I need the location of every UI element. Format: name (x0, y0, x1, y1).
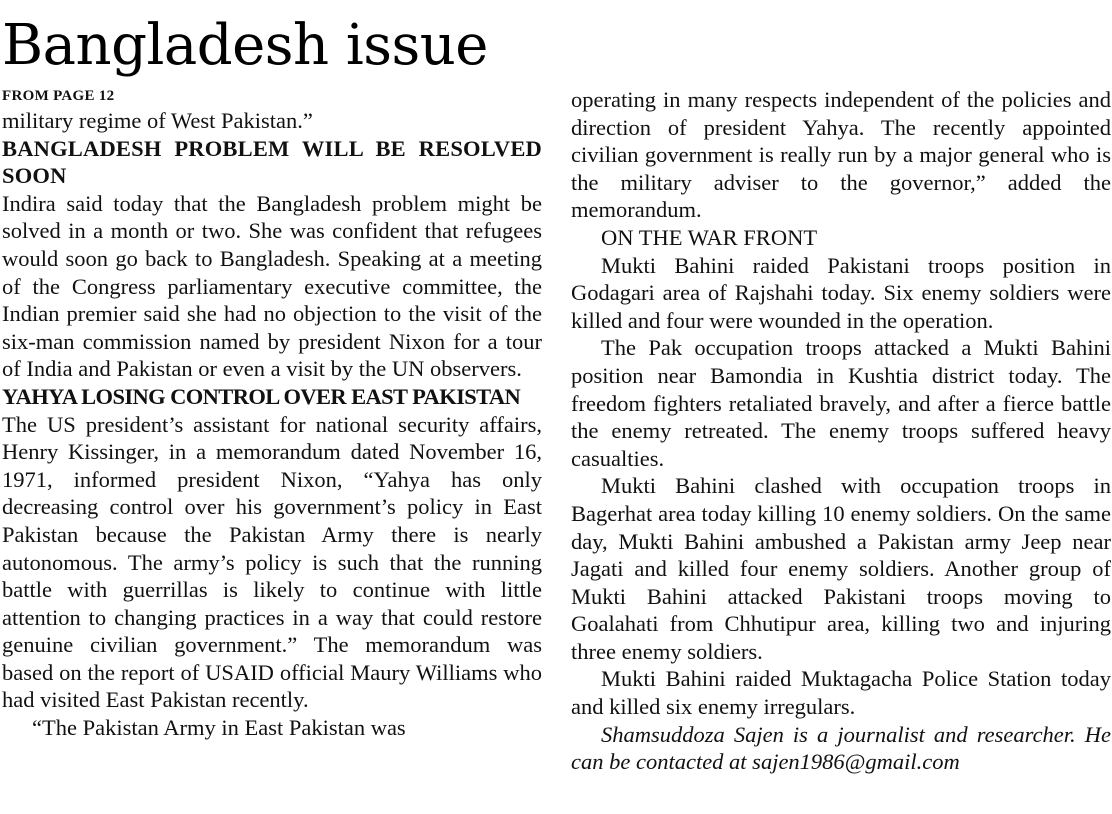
article-headline: Bangladesh issue (2, 13, 488, 78)
body-paragraph: operating in many respects independent of the policies and direction of president Yahya. The recently appointed civilian government is really run by a major general who is the military adviser to the governor,” added the memorandum. (571, 87, 1111, 223)
author-byline: Shamsuddoza Sajen is a journalist and researcher. He can be contacted at sajen1986@gmail.com (571, 721, 1111, 775)
body-paragraph: Mukti Bahini clashed with occupation troops in Bagerhat area today killing 10 enemy soldiers. On the same day, Mukti Bahini ambushed a Pakistan army Jeep near Jagati and killed four enemy soldiers. Another group of Mukti Bahini attacked Pakistani troops moving to Goalahati from Chhutipur area, killing two and injuring three enemy soldiers. (571, 473, 1111, 664)
body-paragraph: The Pak occupation troops attacked a Mukti Bahini position near Bamondia in Kushtia district today. The freedom fighters retaliated bravely, and after a fierce battle the enemy retreated. The enemy troops suffered heavy casualties. (571, 335, 1111, 471)
body-paragraph: Mukti Bahini raided Pakistani troops position in Godagari area of Rajshahi today. Six enemy soldiers were killed and four were wounded in the operation. (571, 252, 1111, 333)
section-heading: ON THE WAR FRONT (601, 224, 818, 250)
body-paragraph: “The Pakistan Army in East Pakistan was (32, 715, 406, 741)
left-column (2, 85, 542, 742)
right-column (571, 86, 1111, 776)
body-paragraph: military regime of West Pakistan.” (2, 108, 313, 133)
body-paragraph: Indira said today that the Bangladesh problem might be solved in a month or two. She was confident that refugees would soon go back to Bangladesh. Speaking at a meeting of the Congress parliamentary executive committee, the Indian premier said she had no objection to the visit of the six-man commission named by president Nixon for a tour of India and Pakistan or even a visit by the UN observers. (2, 190, 542, 382)
continuation-label: FROM PAGE 12 (2, 88, 115, 104)
subheading: BANGLADESH PROBLEM WILL BE RESOLVED SOON (2, 135, 542, 189)
body-paragraph: The US president’s assistant for national security affairs, Henry Kissinger, in a memorandum dated November 16, 1971, informed president Nixon, “Yahya has only decreasing control over his government’s policy in East Pakistan because the Pakistan Army there is nearly autonomous. The army’s policy is such that the running battle with guerrillas is likely to continue with little attention to changing practices in a way that could restore genuine civilian government.” The memorandum was based on the report of USAID official Maury Williams who had visited East Pakistan recently. (2, 411, 542, 713)
body-paragraph: Mukti Bahini raided Muktagacha Police Station today and killed six enemy irregulars. (571, 666, 1111, 720)
subheading: YAHYA LOSING CONTROL OVER EAST PAKISTAN (2, 383, 521, 409)
